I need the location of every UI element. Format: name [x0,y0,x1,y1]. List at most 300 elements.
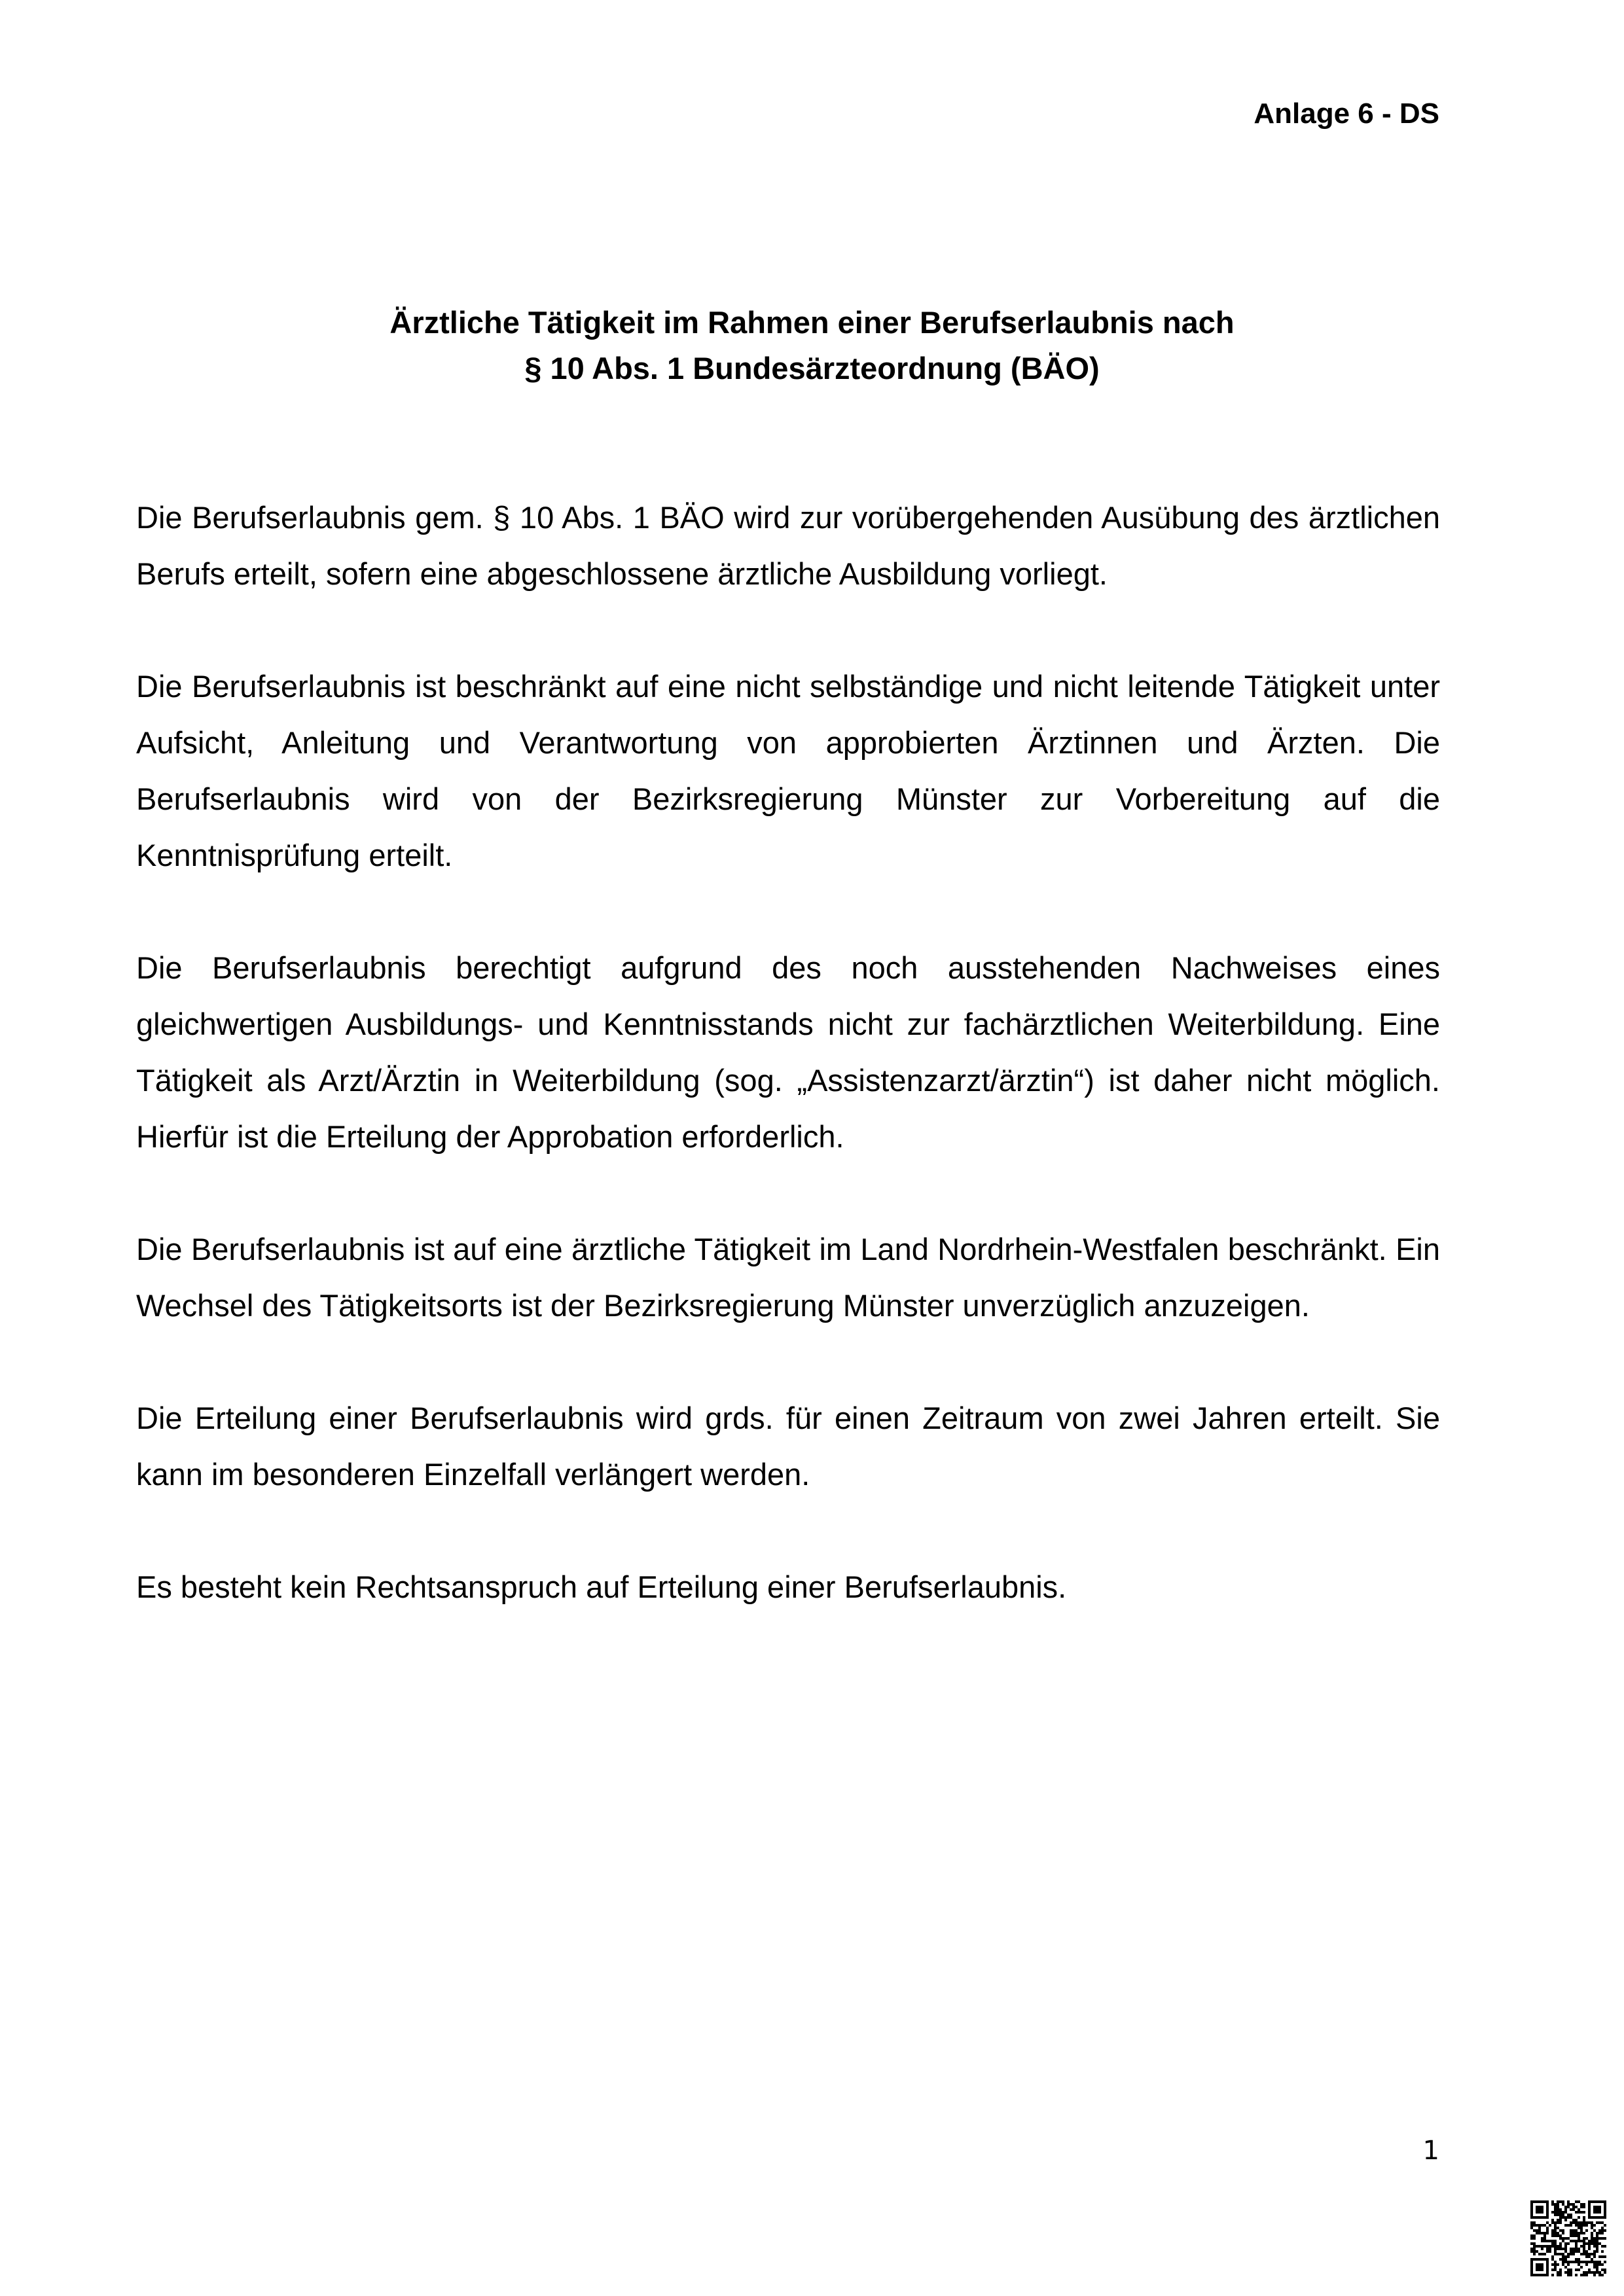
qr-module [1575,2269,1578,2271]
qr-module [1554,2208,1557,2211]
qr-module [1530,2221,1533,2224]
qr-module [1575,2261,1578,2263]
qr-module [1591,2261,1593,2263]
qr-module [1583,2240,1585,2242]
qr-module [1541,2240,1543,2242]
qr-module [1533,2234,1536,2237]
qr-module [1546,2240,1549,2242]
qr-module [1567,2269,1570,2271]
qr-module [1580,2261,1583,2263]
qr-module [1567,2253,1570,2255]
qr-module [1593,2240,1596,2242]
qr-module [1567,2200,1570,2203]
qr-module [1593,2271,1596,2274]
qr-module [1596,2261,1598,2263]
qr-module [1583,2219,1585,2221]
qr-module [1593,2263,1596,2266]
qr-module [1533,2242,1536,2245]
qr-module [1543,2237,1546,2240]
qr-module [1598,2232,1601,2234]
qr-module [1530,2224,1533,2227]
qr-module [1596,2240,1598,2242]
qr-module [1567,2237,1570,2240]
qr-module [1604,2269,1606,2271]
qr-module [1604,2261,1606,2263]
qr-module [1554,2224,1557,2227]
qr-module [1585,2237,1588,2240]
qr-module [1583,2245,1585,2248]
qr-module [1554,2253,1557,2255]
qr-module [1596,2266,1598,2269]
qr-module [1546,2250,1549,2253]
qr-module [1570,2214,1572,2216]
qr-module [1580,2211,1583,2214]
qr-module [1593,2250,1596,2253]
qr-module [1538,2224,1541,2227]
qr-module [1541,2245,1543,2248]
qr-module [1570,2224,1572,2227]
qr-module [1562,2237,1564,2240]
qr-module [1598,2229,1601,2232]
qr-module [1604,2255,1606,2258]
qr-module [1601,2245,1604,2248]
qr-module [1554,2206,1557,2208]
qr-code-icon [1530,2200,1606,2276]
qr-module [1575,2206,1578,2208]
qr-module [1601,2227,1604,2229]
qr-module [1578,2200,1580,2203]
qr-module [1536,2232,1538,2234]
qr-module [1570,2271,1572,2274]
qr-module [1588,2261,1591,2263]
qr-module [1572,2203,1575,2206]
qr-module [1588,2221,1591,2224]
qr-module [1549,2240,1551,2242]
qr-module [1585,2271,1588,2274]
qr-module [1598,2261,1601,2263]
qr-module [1578,2224,1580,2227]
qr-module [1578,2237,1580,2240]
qr-module [1580,2227,1583,2229]
qr-module [1570,2221,1572,2224]
qr-module [1538,2245,1541,2248]
qr-module [1533,2237,1536,2240]
qr-module [1557,2221,1559,2224]
qr-module [1580,2240,1583,2242]
qr-module [1583,2206,1585,2208]
qr-module [1583,2216,1585,2219]
qr-module [1588,2248,1591,2250]
qr-module [1559,2245,1562,2248]
qr-module [1533,2229,1536,2232]
qr-module [1601,2269,1604,2271]
qr-module [1546,2221,1549,2224]
qr-module [1593,2245,1596,2248]
qr-module [1554,2229,1557,2232]
qr-module [1564,2242,1567,2245]
qr-module [1578,2216,1580,2219]
qr-module [1559,2214,1562,2216]
qr-module [1593,2274,1596,2276]
qr-module [1543,2245,1546,2248]
qr-module [1549,2248,1551,2250]
qr-module [1591,2232,1593,2234]
body-text [136,490,1440,1672]
qr-module [1601,2255,1604,2258]
qr-module [1583,2203,1585,2206]
qr-module [1533,2250,1536,2253]
qr-module [1530,2250,1533,2253]
qr-module [1575,2200,1578,2203]
qr-module [1575,2229,1578,2232]
qr-module [1562,2214,1564,2216]
qr-module [1551,2232,1554,2234]
qr-module [1601,2263,1604,2266]
qr-module [1557,2263,1559,2266]
qr-module [1554,2248,1557,2250]
qr-module [1533,2248,1536,2250]
qr-module [1578,2248,1580,2250]
qr-module [1562,2258,1564,2261]
qr-module [1578,2258,1580,2261]
qr-module [1578,2263,1580,2266]
qr-module [1598,2271,1601,2274]
qr-module [1554,2240,1557,2242]
qr-module [1562,2255,1564,2258]
qr-module [1575,2248,1578,2250]
qr-module [1551,2234,1554,2237]
qr-module [1583,2274,1585,2276]
qr-module [1546,2245,1549,2248]
qr-module [1564,2211,1567,2214]
qr-module [1570,2274,1572,2276]
qr-module [1591,2242,1593,2245]
qr-module [1583,2248,1585,2250]
qr-module [1559,2258,1562,2261]
paragraph-5: Die Erteilung einer Berufserlaubnis wird grds. für einen Zeitraum von zwei Jahren erteilt. Sie kann im besonderen Einzelfall verlängert werden. [136,1401,1440,1492]
qr-module [1601,2232,1604,2234]
qr-module [1562,2211,1564,2214]
qr-module [1564,2271,1567,2274]
qr-module [1551,2269,1554,2271]
qr-module [1598,2237,1601,2240]
qr-module [1554,2269,1557,2271]
qr-module [1591,2221,1593,2224]
qr-module [1572,2229,1575,2232]
qr-module [1567,2216,1570,2219]
qr-module [1559,2216,1562,2219]
qr-module [1604,2237,1606,2240]
qr-module [1572,2240,1575,2242]
qr-module [1546,2229,1549,2232]
qr-module [1588,2271,1591,2274]
qr-module [1557,2214,1559,2216]
qr-module [1596,2269,1598,2271]
qr-module [1551,2229,1554,2232]
qr-module [1580,2266,1583,2269]
qr-module [1559,2219,1562,2221]
qr-module [1572,2219,1575,2221]
qr-module [1583,2250,1585,2253]
qr-module [1583,2211,1585,2214]
qr-module [1575,2232,1578,2234]
qr-module [1604,2245,1606,2248]
qr-module [1604,2229,1606,2232]
qr-module [1572,2248,1575,2250]
qr-module [1588,2253,1591,2255]
qr-module [1554,2245,1557,2248]
qr-module [1559,2269,1562,2271]
qr-module [1533,2245,1536,2248]
page-number: 1 [1422,2136,1439,2166]
qr-module [1541,2253,1543,2255]
qr-module [1575,2258,1578,2261]
qr-module [1570,2261,1572,2263]
qr-module [1564,2261,1567,2263]
qr-module [1585,2255,1588,2258]
qr-module [1585,2229,1588,2232]
qr-module [1580,2253,1583,2255]
qr-module [1588,2255,1591,2258]
qr-module [1604,2224,1606,2227]
qr-module [1572,2261,1575,2263]
qr-module [1572,2232,1575,2234]
qr-module [1557,2203,1559,2206]
qr-module [1585,2221,1588,2224]
qr-module [1593,2237,1596,2240]
qr-module [1530,2248,1533,2250]
qr-module [1562,2263,1564,2266]
qr-module [1554,2250,1557,2253]
qr-module [1567,2255,1570,2258]
qr-module [1557,2232,1559,2234]
qr-module [1541,2237,1543,2240]
qr-module [1564,2250,1567,2253]
qr-module [1557,2248,1559,2250]
qr-module [1601,2237,1604,2240]
qr-module [1601,2221,1604,2224]
qr-module [1570,2216,1572,2219]
qr-module [1578,2250,1580,2253]
qr-module [1596,2221,1598,2224]
qr-module [1543,2253,1546,2255]
qr-module [1588,2242,1591,2245]
qr-module [1551,2200,1554,2203]
qr-module [1593,2266,1596,2269]
qr-module [1580,2206,1583,2208]
qr-module [1557,2208,1559,2211]
qr-module [1551,2274,1554,2276]
qr-module [1572,2208,1575,2211]
qr-module [1604,2271,1606,2274]
qr-module [1575,2242,1578,2245]
qr-module [1583,2242,1585,2245]
qr-module [1564,2248,1567,2250]
qr-module [1578,2208,1580,2211]
qr-module [1564,2216,1567,2219]
qr-module [1598,2242,1601,2245]
qr-module [1562,2248,1564,2250]
qr-module [1591,2224,1593,2227]
qr-module [1570,2234,1572,2237]
qr-module [1596,2237,1598,2240]
qr-module [1564,2245,1567,2248]
qr-module [1549,2250,1551,2253]
qr-module [1580,2221,1583,2224]
qr-module [1580,2203,1583,2206]
qr-module [1551,2245,1554,2248]
qr-module [1570,2269,1572,2271]
qr-module [1536,2250,1538,2253]
qr-module [1536,2224,1538,2227]
qr-module [1575,2211,1578,2214]
qr-module [1554,2221,1557,2224]
qr-module [1593,2253,1596,2255]
qr-module [1596,2245,1598,2248]
paragraph-3: Die Berufserlaubnis berechtigt aufgrund des noch ausstehenden Nachweises eines gleichwertigen Ausbildungs- und Kenntnisstands nicht zur fachärztlichen Weiterbildung. Eine Tätigkeit als Arzt/Ärztin in Weiterbildung (sog. „Assistenzarzt/ärztin“) ist daher nicht möglich. Hierfür ist die Erteilung der Approbation erforderlich. [136,950,1440,1154]
qr-module [1575,2240,1578,2242]
qr-module [1583,2232,1585,2234]
qr-module [1596,2248,1598,2250]
qr-module [1557,2206,1559,2208]
qr-module [1543,2240,1546,2242]
qr-module [1572,2253,1575,2255]
qr-module [1551,2211,1554,2214]
qr-module [1570,2232,1572,2234]
qr-module [1554,2232,1557,2234]
qr-module [1559,2242,1562,2245]
qr-module [1598,2255,1601,2258]
qr-module [1593,2242,1596,2245]
qr-module [1533,2224,1536,2227]
qr-module [1598,2274,1601,2276]
qr-module [1533,2253,1536,2255]
qr-module [1575,2274,1578,2276]
qr-module [1575,2245,1578,2248]
qr-module [1601,2250,1604,2253]
qr-module [1557,2274,1559,2276]
qr-module [1557,2227,1559,2229]
qr-module [1593,2261,1596,2263]
qr-module [1567,2214,1570,2216]
qr-module [1570,2229,1572,2232]
qr-module [1567,2203,1570,2206]
qr-module [1585,2253,1588,2255]
qr-module [1593,2229,1596,2232]
qr-module [1570,2240,1572,2242]
qr-module [1559,2237,1562,2240]
qr-module [1554,2203,1557,2206]
paragraph-6: Es besteht kein Rechtsanspruch auf Erteilung einer Berufserlaubnis. [136,1570,1067,1604]
qr-module [1580,2245,1583,2248]
qr-module [1562,2200,1564,2203]
qr-module [1572,2250,1575,2253]
qr-module [1596,2250,1598,2253]
annex-label: Anlage 6 - DS [1254,98,1439,130]
qr-module [1538,2229,1541,2232]
qr-module [1551,2258,1554,2261]
qr-module [1530,2237,1533,2240]
qr-module [1554,2261,1557,2263]
qr-module [1596,2263,1598,2266]
qr-module [1557,2234,1559,2237]
qr-module [1575,2250,1578,2253]
qr-module [1564,2206,1567,2208]
qr-module [1564,2219,1567,2221]
qr-module [1570,2250,1572,2253]
qr-module [1538,2232,1541,2234]
qr-module [1549,2224,1551,2227]
qr-module [1585,2250,1588,2253]
title-line-2: § 10 Abs. 1 Bundesärzteordnung (BÄO) [524,351,1100,386]
title-line-1: Ärztliche Tätigkeit im Rahmen einer Berufserlaubnis nach [389,305,1235,340]
qr-module [1536,2245,1538,2248]
qr-module [1551,2263,1554,2266]
qr-module [1554,2242,1557,2245]
qr-module [1580,2229,1583,2232]
qr-module [1567,2274,1570,2276]
qr-module [1578,2232,1580,2234]
paragraph-1: Die Berufserlaubnis gem. § 10 Abs. 1 BÄO wird zur vorübergehenden Ausübung des ärztlichen Berufs erteilt, sofern eine abgeschlossene ärztliche Ausbildung vorliegt. [136,500,1440,591]
qr-module [1575,2219,1578,2221]
qr-module [1546,2232,1549,2234]
qr-module [1578,2234,1580,2237]
qr-module [1559,2208,1562,2211]
qr-module [1557,2271,1559,2274]
qr-module [1585,2274,1588,2276]
qr-module [1557,2219,1559,2221]
qr-module [1578,2240,1580,2242]
qr-module [1580,2224,1583,2227]
paragraph-2: Die Berufserlaubnis ist beschränkt auf eine nicht selbständige und nicht leitende Tätigkeit unter Aufsicht, Anleitung und Verantwortung von approbierten Ärztinnen und Ärzten. Die Berufserlaubnis wird von der Bezirksregierung Münster zur Vorbereitung auf die Kenntnisprüfung erteilt. [136,669,1440,872]
qr-module [1559,2234,1562,2237]
qr-module [1538,2253,1541,2255]
qr-module [1551,2255,1554,2258]
qr-module [1598,2221,1601,2224]
qr-module [1541,2248,1543,2250]
qr-module [1562,2261,1564,2263]
qr-module [1541,2232,1543,2234]
qr-module [1533,2221,1536,2224]
qr-module [1583,2261,1585,2263]
qr-module [1575,2221,1578,2224]
qr-module [1564,2237,1567,2240]
qr-module [1562,2203,1564,2206]
qr-module [1570,2248,1572,2250]
qr-module [1567,2224,1570,2227]
qr-module [1567,2271,1570,2274]
qr-module [1559,2248,1562,2250]
qr-module [1559,2221,1562,2224]
qr-module [1585,2261,1588,2263]
qr-module [1559,2200,1562,2203]
qr-module [1559,2211,1562,2214]
qr-module [1598,2263,1601,2266]
qr-module [1551,2219,1554,2221]
qr-module [1559,2271,1562,2274]
qr-module [1591,2253,1593,2255]
qr-module [1591,2240,1593,2242]
qr-module [1585,2224,1588,2227]
qr-module [1564,2258,1567,2261]
qr-module [1557,2211,1559,2214]
qr-module [1588,2245,1591,2248]
qr-module [1578,2221,1580,2224]
qr-module [1546,2248,1549,2250]
qr-module [1551,2240,1554,2242]
qr-module [1578,2269,1580,2271]
qr-module [1580,2274,1583,2276]
